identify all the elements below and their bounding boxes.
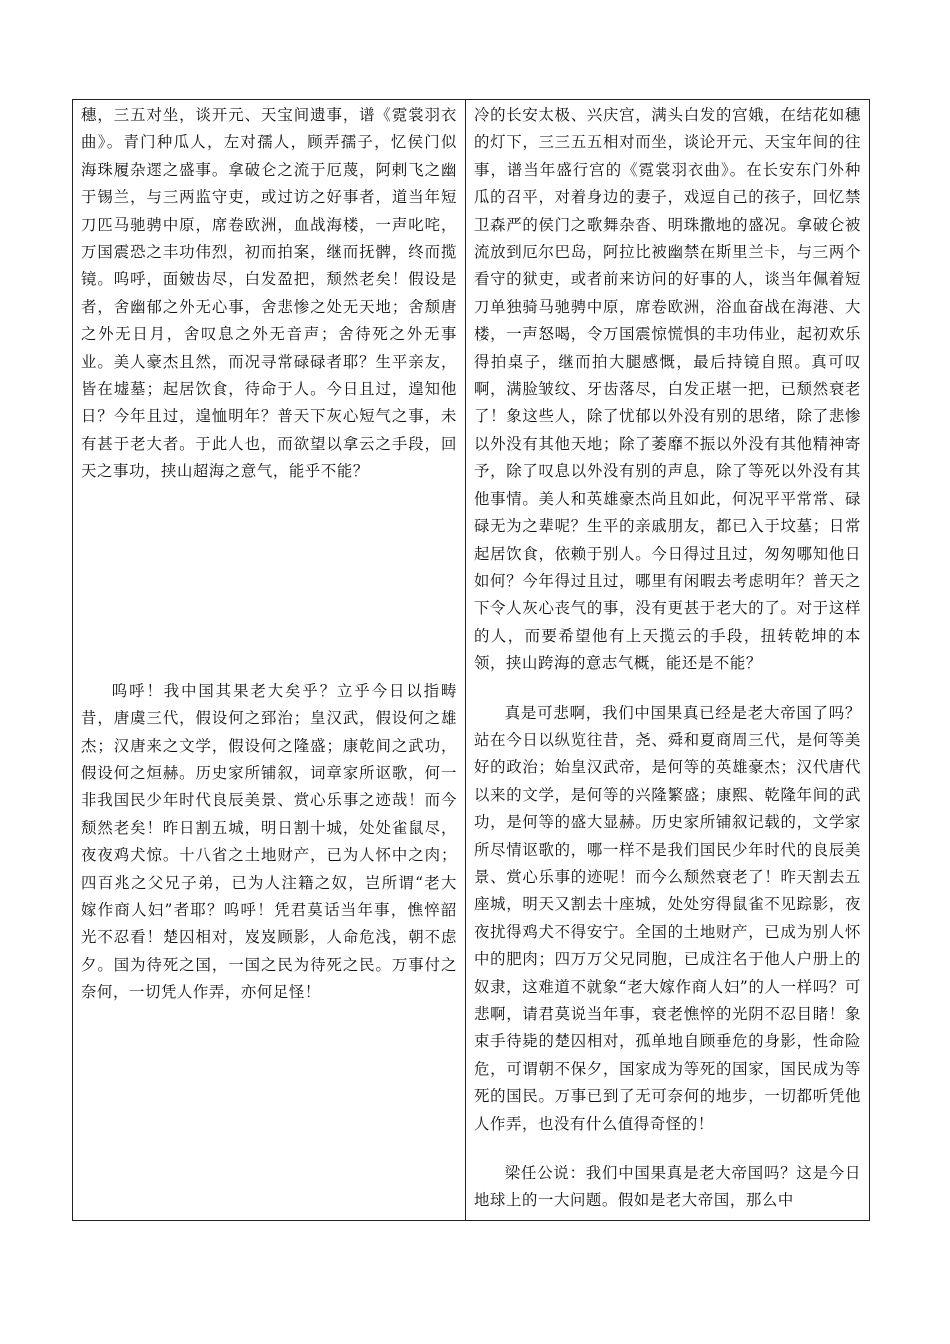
translation-paragraph-2: 真是可悲啊，我们中国果真已经是老大帝国了吗？站在今日以纵览往昔，尧、舜和夏商周三代，是何等美好的政治；始皇汉武帝，是何等的英雄豪杰；汉代唐代以来的文学，是何等的兴隆繁盛；康熙、乾隆年间的武功，是何等的盛大显赫。历史家所铺叙记载的，文学家所尽情讴歌的，哪一样不是我们国民少年时代的良辰美景、赏心乐事的迹呢！而今么颓然衰老了！昨天割去五座城，明天又割去十座城，处处穷得鼠雀不见踪影，夜夜扰得鸡犬不得安宁。全国的土地财产，已成为别人怀中的肥肉；四万万父兄同胞，已成注名于他人户册上的奴隶，这难道不就象“老大嫁作商人妇”的人一样吗？可悲啊，请君莫说当年事，衰老憔悴的光阴不忍目睹！象束手待毙的楚囚相对，孤单地自顾垂危的身影，性命险危，可谓朝不保夕，国家成为等死的国家，国民成为等死的国民。万事已到了无可奈何的地步，一切都听凭他人作弄，也没有什么值得奇怪的！ [474,703,861,1133]
original-paragraph-1: 穗，三五对坐，谈开元、天宝间遗事，谱《霓裳羽衣曲》。青门种瓜人，左对孺人，顾弄孺子，忆侯门似海珠履杂遝之盛事。拿破仑之流于厄蔑，阿剌飞之幽于锡兰，与三两监守吏，或过访之好事者，道当年短刀匹马驰骋中原，席卷欧洲，血战海楼，一声叱咤，万国震恐之丰功伟烈，初而拍案，继而抚髀，终而揽镜。呜呼，面皴齿尽，白发盈把，颓然老矣！假设是者，舍幽郁之外无心事，舍悲惨之处无天地；舍颓唐之外无日月，舍叹息之外无音声；舍待死之外无事业。美人豪杰且然，而况寻常碌碌者耶？生平亲友，皆在墟墓；起居饮食，待命于人。今日且过，遑知他日？今年且过，遑恤明年？普天下灰心短气之事，未有甚于老大者。于此人也，而欲望以拿云之手段，回天之事功，挟山超海之意气，能乎不能？ [81,106,457,481]
original-text-cell [73,100,466,1221]
original-text-column [73,100,465,1220]
translation-table [72,99,870,1221]
translation-paragraph-1: 冷的长安太极、兴庆宫，满头白发的宫娥，在结花如穗的灯下，三三五五相对而坐，谈论开元、天宝年间的往事，谱当年盛行宫的《霓裳羽衣曲》。在长安东门外种瓜的召平，对着身边的妻子，戏逗自己的孩子，回忆禁卫森严的侯门之歌舞杂沓、明珠撒地的盛况。拿破仑被流放到厄尔巴岛，阿拉比被幽禁在斯里兰卡，与三两个看守的狱吏，或者前来访问的好事的人，谈当年佩着短刀单独骑马驰骋中原，席卷欧洲，浴血奋战在海港、大楼，一声怒喝，令万国震惊慌惧的丰功伟业，起初欢乐得拍桌子，继而拍大腿感慨，最后持镜自照。真可叹啊，满脸皱纹、牙齿落尽，白发正堪一把，已颓然衰老了！象这些人，除了忧郁以外没有别的思绪，除了悲惨以外没有其他天地；除了萎靡不振以外没有其他精神寄予，除了叹息以外没有别的声息，除了等死以外没有其他事情。美人和英雄豪杰尚且如此，何况平平常常、碌碌无为之辈呢？生平的亲戚朋友，都已入于坟墓；日常起居饮食，依赖于别人。今日得过且过，匆匆哪知他日如何？今年得过且过，哪里有闲暇去考虑明年？普天之下令人灰心丧气的事，没有更甚于老大的了。对于这样的人，而要希望他有上天揽云的手段，扭转乾坤的本领，挟山跨海的意志气概，能还是不能？ [474,106,861,673]
spacer [474,1138,861,1160]
translation-paragraph-3: 梁任公说：我们中国果真是老大帝国吗？这是今日地球上的一大问题。假如是老大帝国，那么中 [474,1164,861,1210]
original-paragraph-2: 呜呼！我中国其果老大矣乎？立乎今日以指畴昔，唐虞三代，假设何之郅治；皇汉武，假设何之雄杰；汉唐来之文学，假设何之隆盛；康乾间之武功，假设何之烜赫。历史家所铺叙，词章家所讴歌，何一非我国民少年时代良辰美景、赏心乐事之迹哉！而今颓然老矣！昨日割五城，明日割十城，处处雀鼠尽，夜夜鸡犬惊。十八省之土地财产，已为人怀中之肉；四百兆之父兄子弟，已为人注籍之奴，岂所谓“老大嫁作商人妇”者耶？呜呼！凭君莫话当年事，憔悴韶光不忍看！楚囚相对，岌岌顾影，人命危浅，朝不虑夕。国为待死之国，一国之民为待死之民。万事付之奈何，一切凭人作弄，亦何足怪！ [81,681,457,1002]
spacer [474,678,861,700]
translation-text-cell [466,100,870,1221]
spacer [81,486,457,678]
table-row [73,100,870,1221]
translation-text-column [466,100,869,1220]
